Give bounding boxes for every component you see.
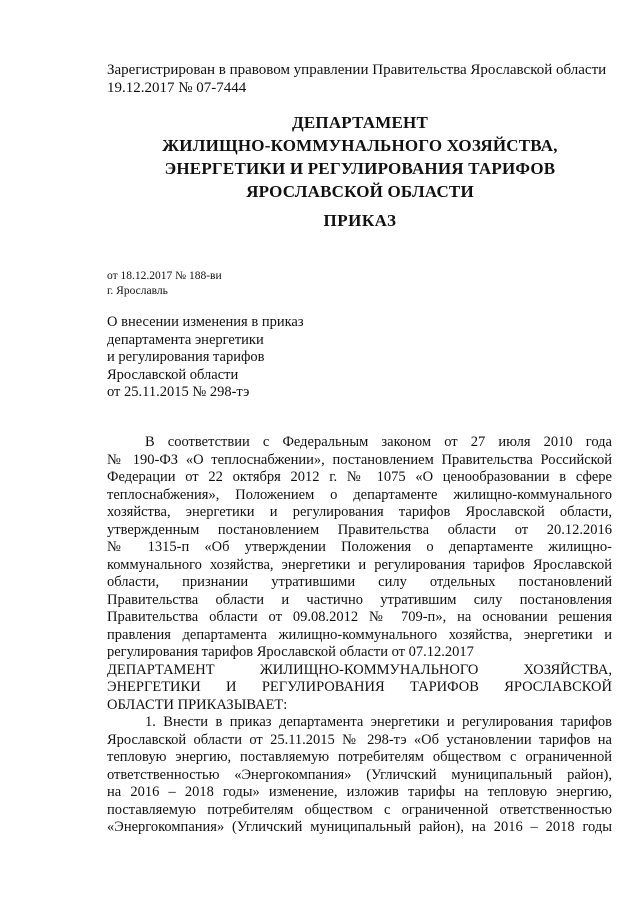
body-line: Правительства области и частично утратившим силу постановления (107, 591, 612, 608)
subject-line: О внесении изменения в приказ (107, 314, 304, 330)
body-line: Правительства области от 09.08.2012 № 709-п», на основании решения (107, 609, 612, 625)
body-line: Федерации от 22 октября 2012 г. № 1075 «О ценообразовании в сфере (107, 469, 612, 485)
order-city: г. Ярославль (107, 285, 168, 297)
registration-line-2: 19.12.2017 № 07-7444 (107, 80, 247, 96)
body-line: ответственностью «Энергокомпания» (Угличский муниципальный район), (107, 766, 612, 783)
body-line: № 1315-п «Об утверждении Положения о департаменте жилищно- (107, 539, 612, 555)
body-line: коммунального хозяйства, энергетики и регулирования тарифов Ярославской (107, 556, 612, 573)
order-meta (107, 269, 222, 299)
department-line-1: ДЕПАРТАМЕНТ (291, 113, 429, 132)
subject-line: департамента энергетики (107, 331, 264, 348)
body-line: хозяйства, энергетики и регулирования тарифов Ярославской области, (107, 504, 612, 520)
body-line: регулирования тарифов Ярославской области от 07.12.2017 (107, 644, 474, 660)
body-line: тепловую энергию, поставляемую потребителям обществом с ограниченной (107, 749, 612, 765)
body-line: 1. Внести в приказ департамента энергетики и регулирования тарифов (145, 714, 612, 730)
subject-line: от 25.11.2015 № 298-тэ (107, 384, 250, 401)
registration-note (107, 61, 617, 97)
order-body-text (107, 434, 612, 837)
order-subject (107, 314, 304, 402)
body-line: ЭНЕРГЕТИКИ И РЕГУЛИРОВАНИЯ ТАРИФОВ ЯРОСЛАВСКОЙ (107, 679, 612, 695)
department-line-2: ЖИЛИЩНО-КОММУНАЛЬНОГО ХОЗЯЙСТВА, (162, 136, 558, 155)
department-line-3: ЭНЕРГЕТИКИ И РЕГУЛИРОВАНИЯ ТАРИФОВ (164, 159, 556, 178)
department-heading (80, 111, 640, 203)
body-line: № 190-ФЗ «О теплоснабжении», постановлением Правительства Российской (107, 451, 612, 468)
document-type-title: ПРИКАЗ (323, 211, 397, 230)
body-line: ДЕПАРТАМЕНТ ЖИЛИЩНО-КОММУНАЛЬНОГО ХОЗЯЙСТВА, (107, 661, 612, 678)
body-line: В соответствии с Федеральным законом от 27 июля 2010 года (145, 434, 612, 450)
body-line: правления департамента жилищно-коммунального хозяйства, энергетики и (107, 626, 612, 643)
body-line: ОБЛАСТИ ПРИКАЗЫВАЕТ: (107, 696, 288, 713)
body-line: Ярославской области от 25.11.2015 № 298-тэ «Об установлении тарифов на (107, 731, 612, 748)
body-line: «Энергокомпания» (Угличский муниципальный район), на 2016 – 2018 годы (107, 819, 612, 835)
body-line: поставляемую потребителям обществом с ограниченной ответственностью (107, 801, 612, 818)
department-line-4: ЯРОСЛАВСКОЙ ОБЛАСТИ (246, 182, 474, 201)
body-line: теплоснабжения», Положением о департаменте жилищно-коммунального (107, 486, 612, 503)
body-line: утвержденным постановлением Правительства области от 20.12.2016 (107, 521, 612, 538)
order-date-number: от 18.12.2017 № 188-ви (107, 270, 222, 282)
body-line: на 2016 – 2018 годы» изменение, изложив тарифы на тепловую энергию, (107, 784, 612, 800)
subject-line: Ярославской области (107, 366, 239, 383)
body-line: области, признании утратившими силу отдельных постановлений (107, 574, 612, 590)
registration-line-1: Зарегистрирован в правовом управлении Правительства Ярославской области (107, 62, 607, 78)
subject-line: и регулирования тарифов (107, 349, 265, 366)
